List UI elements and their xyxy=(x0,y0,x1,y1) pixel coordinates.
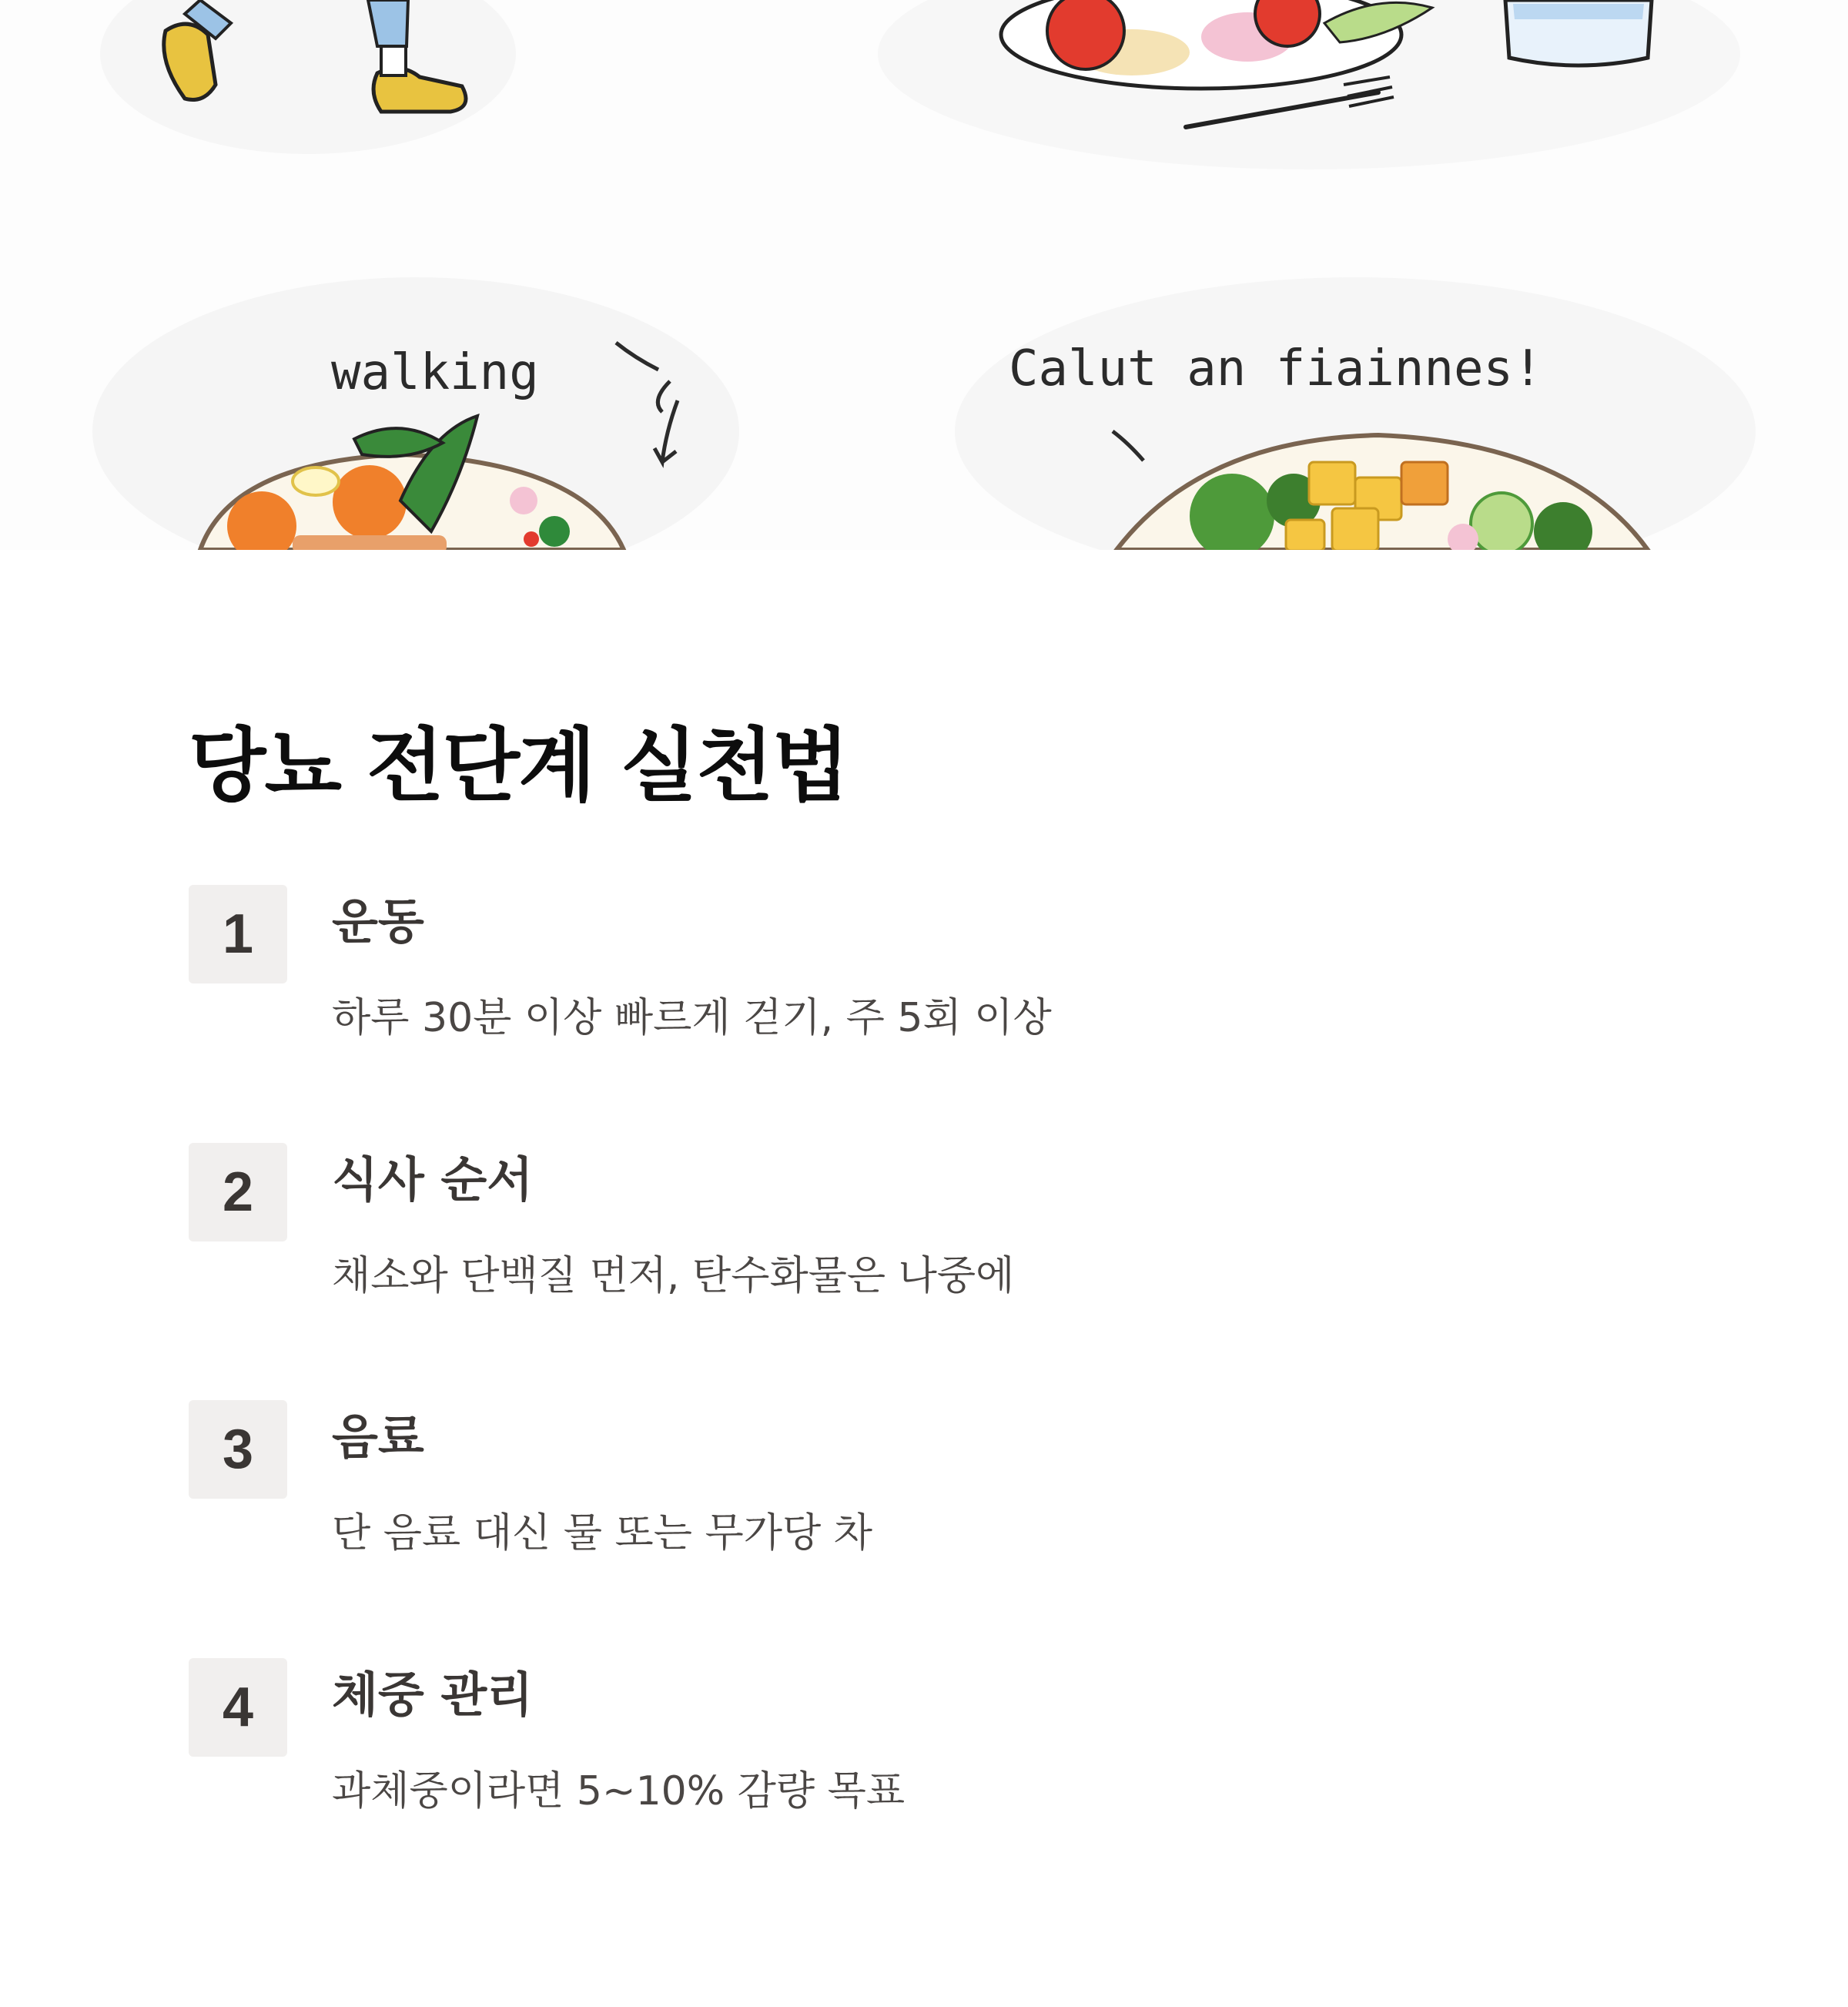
step-item-weight xyxy=(189,1658,1575,1858)
step-description: 과체중이라면 5~10% 감량 목표 xyxy=(332,1768,906,1814)
step-description: 단 음료 대신 물 또는 무가당 차 xyxy=(332,1510,872,1556)
step-title: 운동 xyxy=(332,893,424,950)
step-number-badge: 2 xyxy=(189,1143,287,1241)
step-title: 식사 순서 xyxy=(332,1151,534,1208)
steps-list xyxy=(0,550,1848,2007)
section-title: 당뇨 전단계 실천법 xyxy=(189,719,849,813)
step-number-badge: 4 xyxy=(189,1658,287,1757)
step-title: 음료 xyxy=(332,1409,424,1465)
step-description: 하루 30분 이상 빠르게 걷기, 주 5회 이상 xyxy=(332,995,1052,1041)
hero-illustration xyxy=(0,0,1848,550)
step-item-meal-order xyxy=(189,1143,1575,1343)
step-number-badge: 3 xyxy=(189,1400,287,1499)
step-number-badge: 1 xyxy=(189,885,287,983)
fitness-caption: Calut an fiainnes! xyxy=(1009,340,1543,397)
walking-caption: walking xyxy=(331,344,539,401)
step-description: 채소와 단백질 먼저, 탄수화물은 나중에 xyxy=(332,1253,1015,1299)
hero-illustration-art xyxy=(0,0,1848,550)
step-title: 체중 관리 xyxy=(332,1667,534,1723)
content-section xyxy=(0,550,1848,2007)
step-item-exercise xyxy=(189,885,1575,1085)
water-glass-icon xyxy=(1505,0,1652,65)
step-item-drinks xyxy=(189,1400,1575,1600)
